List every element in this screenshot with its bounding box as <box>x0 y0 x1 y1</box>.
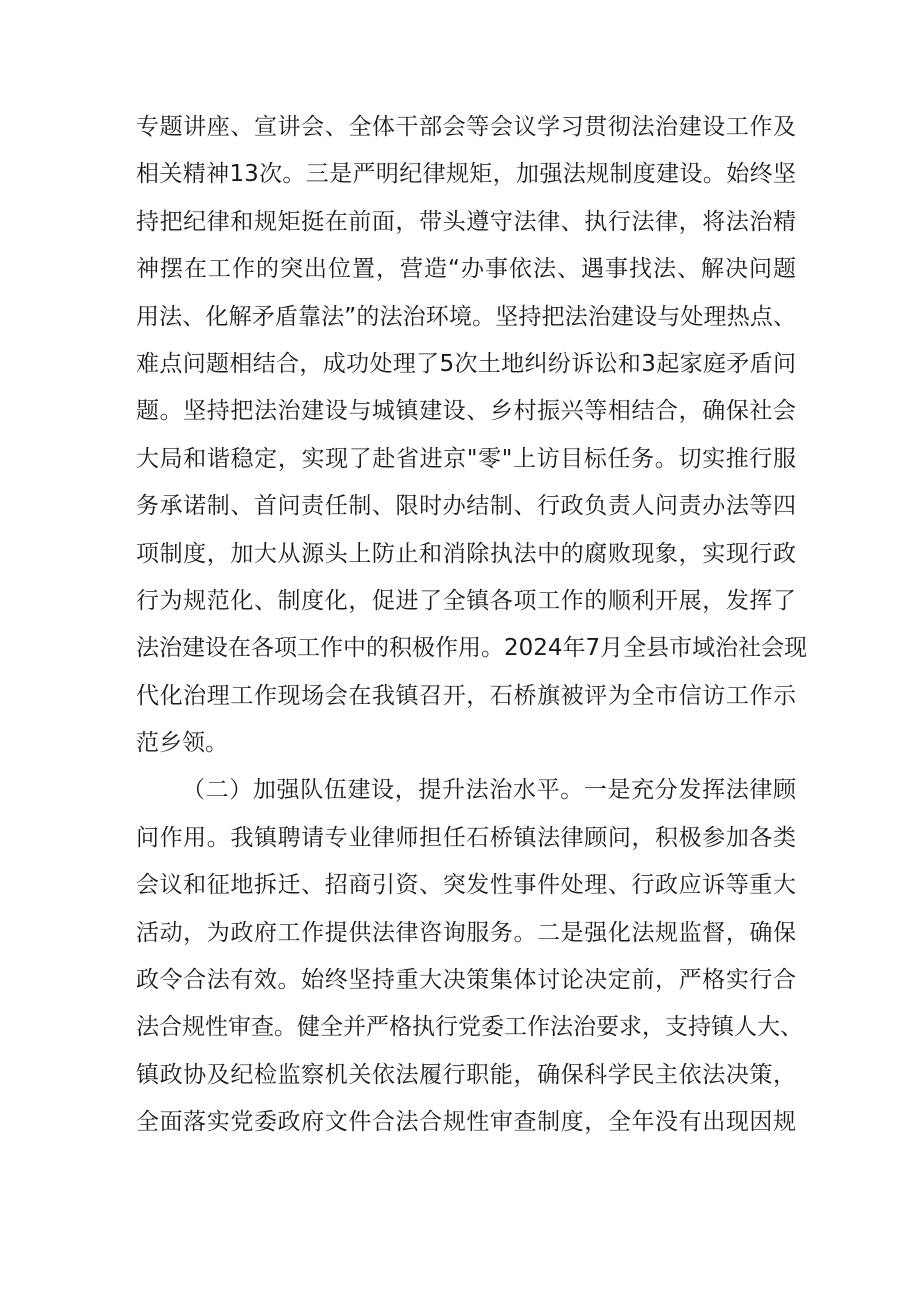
section-heading-line: （二）加强队伍建设，提升法治水平。一是充分发挥法律顾 <box>182 777 796 804</box>
text-line: 活动，为政府工作提供法律咨询服务。二是强化法规监督，确保 <box>136 919 796 946</box>
text-line: 代化治理工作现场会在我镇召开，石桥旗被评为全市信访工作示 <box>136 682 796 709</box>
text-line: 政令合法有效。始终坚持重大决策集体讨论决定前，严格实行合 <box>136 967 796 994</box>
text-line: 镇政协及纪检监察机关依法履行职能，确保科学民主依法决策， <box>136 1061 796 1088</box>
text-line: 问作用。我镇聘请专业律师担任石桥镇法律顾问，积极参加各类 <box>136 824 796 851</box>
text-line: 法合规性审查。健全并严格执行党委工作法治要求，支持镇人大、 <box>136 1014 803 1041</box>
text-line: 法治建设在各项工作中的积极作用。2024年7月全县市域治社会现 <box>136 635 808 662</box>
text-line: 会议和征地拆迁、招商引资、突发性事件处理、行政应诉等重大 <box>136 872 796 899</box>
text-line: 项制度，加大从源头上防止和消除执法中的腐败现象，实现行政 <box>136 540 796 567</box>
document-body <box>136 104 808 1147</box>
text-line: 相关精神13次。三是严明纪律规矩，加强法规制度建设。始终坚 <box>136 161 796 188</box>
text-line: 行为规范化、制度化，促进了全镇各项工作的顺利开展，发挥了 <box>136 587 796 614</box>
text-line: 题。坚持把法治建设与城镇建设、乡村振兴等相结合，确保社会 <box>136 398 796 425</box>
text-line: 范乡领。 <box>136 730 228 757</box>
text-line: 务承诺制、首问责任制、限时办结制、行政负责人问责办法等四 <box>136 493 796 520</box>
text-line: 神摆在工作的突出位置，营造“办事依法、遇事找法、解决问题 <box>136 256 796 283</box>
text-line: 难点问题相结合，成功处理了5次土地纠纷诉讼和3起家庭矛盾问 <box>136 350 796 377</box>
text-line: 全面落实党委政府文件合法合规性审查制度，全年没有出现因规 <box>136 1109 796 1136</box>
text-line: 专题讲座、宣讲会、全体干部会等会议学习贯彻法治建设工作及 <box>136 114 796 140</box>
text-line: 大局和谐稳定，实现了赴省进京"零"上访目标任务。切实推行服 <box>136 445 796 472</box>
text-line: 持把纪律和规矩挺在前面，带头遵守法律、执行法律，将法治精 <box>136 208 796 235</box>
text-line: 用法、化解矛盾靠法”的法治环境。坚持把法治建设与处理热点、 <box>136 303 796 330</box>
